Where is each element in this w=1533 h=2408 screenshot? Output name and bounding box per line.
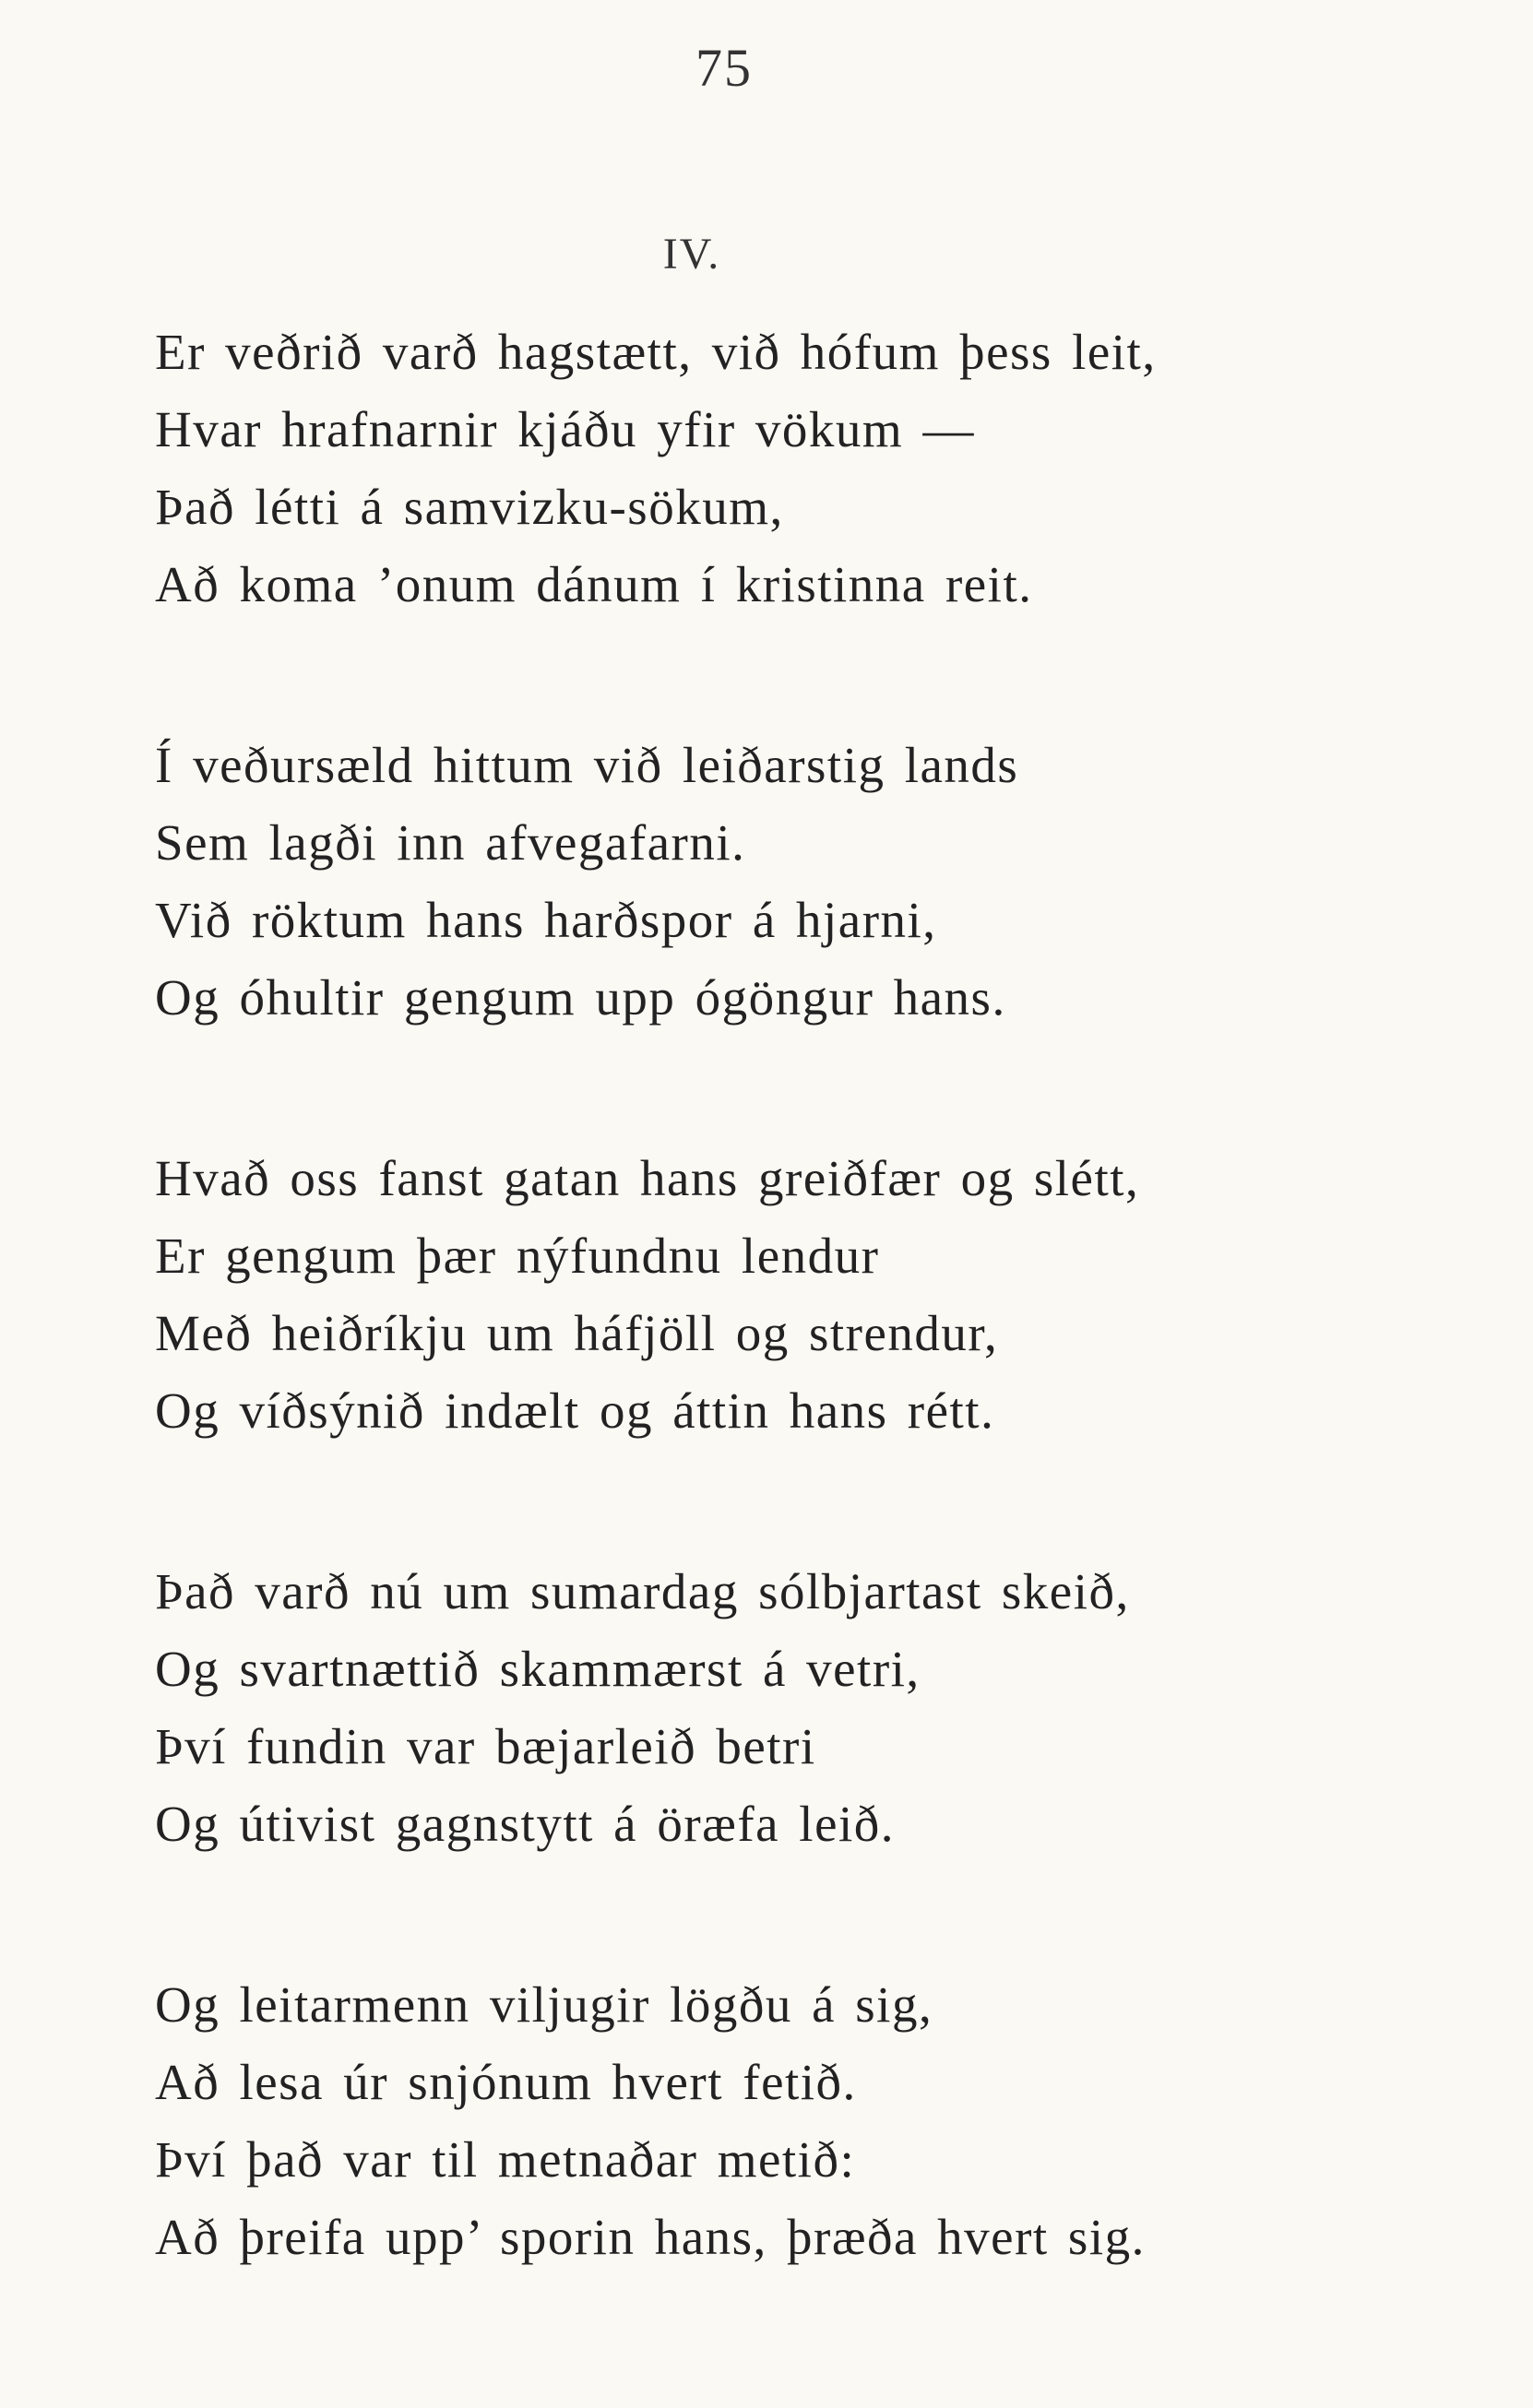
stanza-line: Er gengum þær nýfundnu lendur <box>155 1228 880 1284</box>
stanza-line: Það varð nú um sumardag sólbjartast skeið, <box>155 1563 1130 1619</box>
poem <box>155 314 1354 2379</box>
stanza-line: Í veðursæld hittum við leiðarstig lands <box>155 737 1019 793</box>
stanza-line: Og leitarmenn viljugir lögðu á sig, <box>155 1976 933 2033</box>
stanza-line: Að lesa úr snjónum hvert fetið. <box>155 2054 857 2110</box>
stanza-3 <box>155 1140 1354 1450</box>
page-number: 75 <box>695 38 753 98</box>
section-heading: IV. <box>662 230 721 279</box>
stanza-line: Það létti á samvizku-sökum, <box>155 479 784 535</box>
stanza-line: Við röktum hans harðspor á hjarni, <box>155 892 937 948</box>
stanza-line: Er veðrið varð hagstætt, við hófum þess leit, <box>155 324 1157 380</box>
stanza-line: Og óhultir gengum upp ógöngur hans. <box>155 969 1006 1026</box>
stanza-line: Því það var til metnaðar metið: <box>155 2131 856 2188</box>
stanza-line: Að koma ’onum dánum í kristinna reit. <box>155 556 1033 612</box>
stanza-line: Með heiðríkju um háfjöll og strendur, <box>155 1305 999 1361</box>
stanza-line: Því fundin var bæjarleið betri <box>155 1718 816 1774</box>
stanza-line: Að þreifa upp’ sporin hans, þræða hvert sig. <box>155 2209 1146 2265</box>
stanza-line: Hvað oss fanst gatan hans greiðfær og slétt, <box>155 1150 1140 1206</box>
stanza-line: Og útivist gagnstytt á öræfa leið. <box>155 1796 896 1852</box>
stanza-1 <box>155 314 1354 623</box>
stanza-line: Hvar hrafnarnir kjáðu yfir vökum — <box>155 401 975 457</box>
stanza-2 <box>155 727 1354 1037</box>
stanza-line: Og víðsýnið indælt og áttin hans rétt. <box>155 1382 995 1439</box>
stanza-line: Sem lagði inn afvegafarni. <box>155 814 746 871</box>
stanza-5 <box>155 1966 1354 2276</box>
stanza-line: Og svartnættið skammærst á vetri, <box>155 1641 921 1697</box>
stanza-4 <box>155 1553 1354 1863</box>
